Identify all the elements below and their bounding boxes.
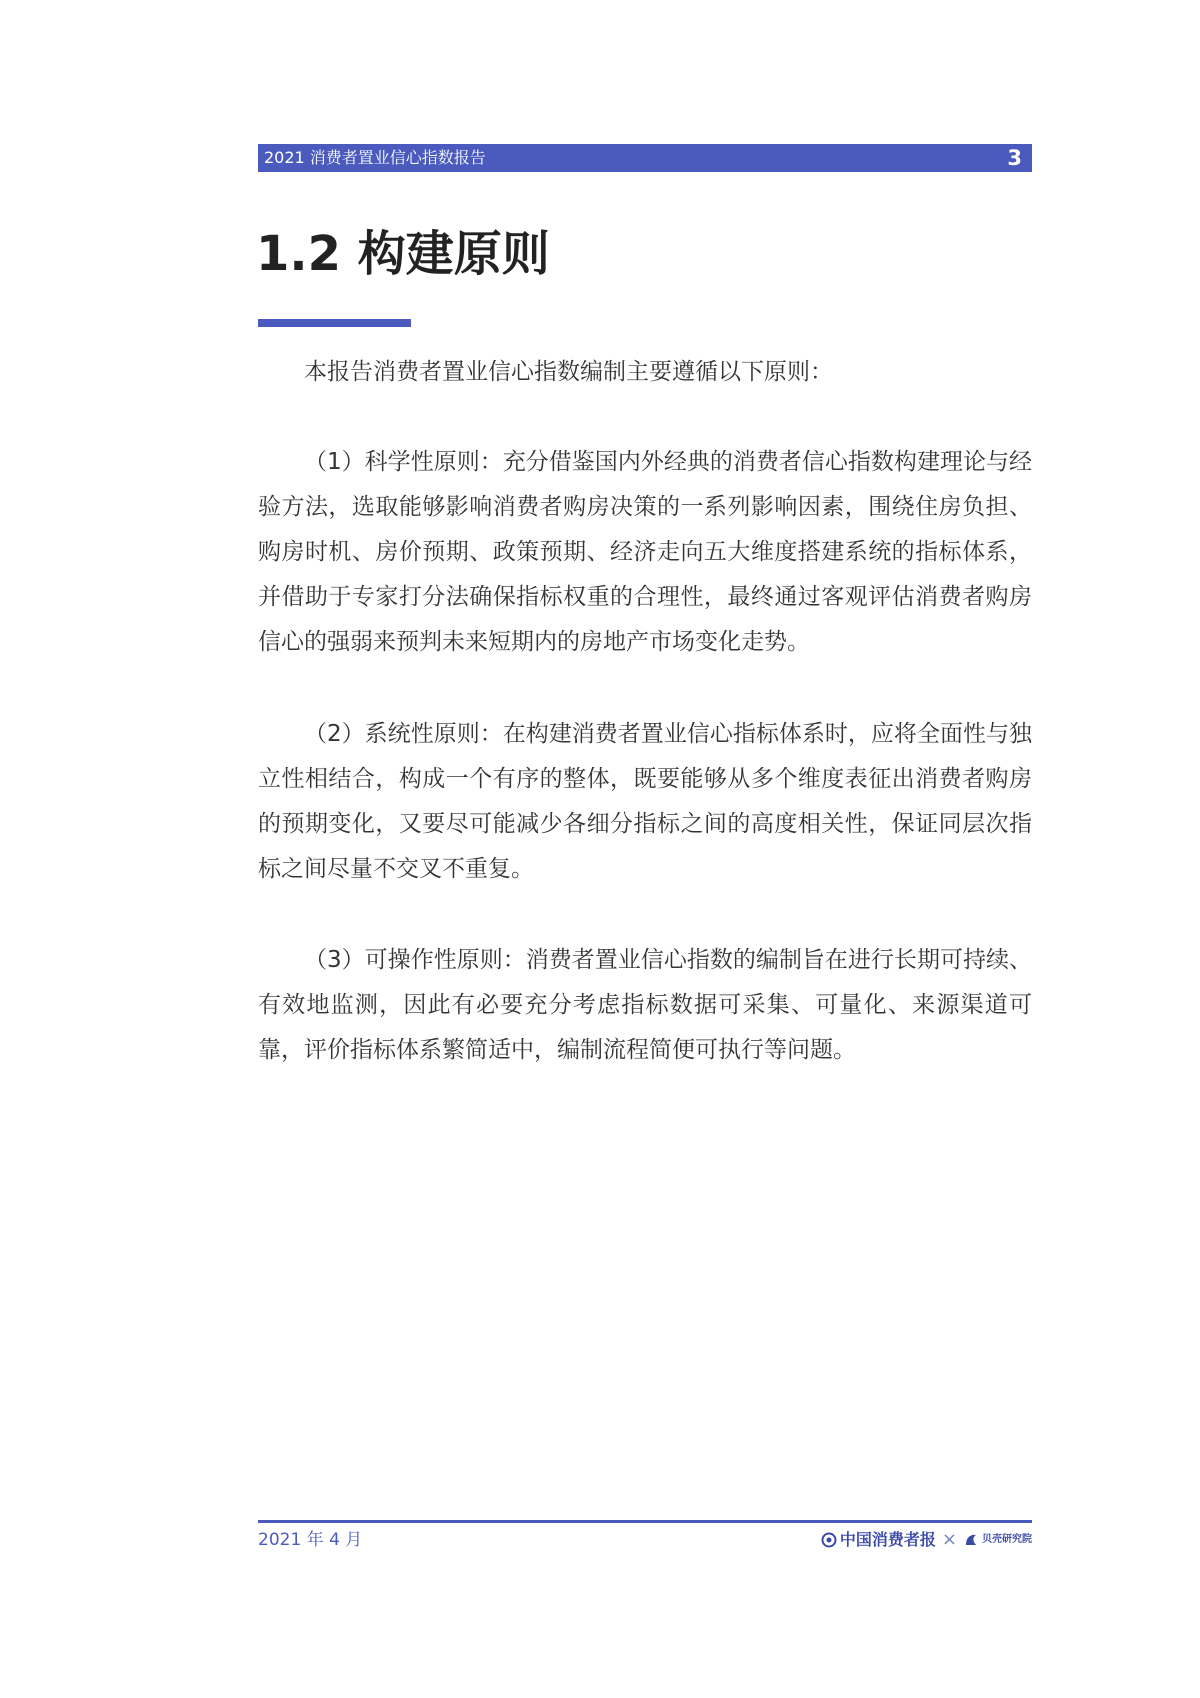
beike-emblem-icon <box>963 1532 979 1548</box>
consumer-news-emblem-icon <box>821 1532 837 1548</box>
footer-rule <box>258 1520 1032 1523</box>
intro-paragraph: 本报告消费者置业信心指数编制主要遵循以下原则： <box>304 359 833 385</box>
header-bar <box>258 144 1032 172</box>
report-title: 2021 消费者置业信心指数报告 <box>264 148 486 167</box>
footer-logos <box>821 1528 1032 1552</box>
principle-2-paragraph: （2）系统性原则：在构建消费者置业信心指标体系时，应将全面性与独立性相结合，构成一个有序的整体，既要能够从多个维度表征出消费者购房的预期变化，又要尽可能减少各细分指标之间的高度相关性，保证同层次指标之间尽量不交叉不重复。 <box>258 721 1032 882</box>
logo-1-text: 中国消费者报 <box>839 1530 936 1549</box>
principle-1-paragraph: （1）科学性原则：充分借鉴国内外经典的消费者信心指数构建理论与经验方法，选取能够影响消费者购房决策的一系列影响因素，围绕住房负担、购房时机、房价预期、政策预期、经济走向五大维度搭建系统的指标体系，并借助于专家打分法确保指标权重的合理性，最终通过客观评估消费者购房信心的强弱来预判未来短期内的房地产市场变化走势。 <box>258 449 1032 655</box>
footer-date: 2021 年 4 月 <box>258 1530 363 1550</box>
heading-underline <box>258 319 411 327</box>
china-consumer-news-logo <box>821 1528 936 1552</box>
logo-2-text: 贝壳研究院 <box>982 1534 1032 1545</box>
page-number: 3 <box>1007 146 1022 170</box>
section-heading: 1.2 构建原则 <box>256 226 550 282</box>
principle-3-paragraph: （3）可操作性原则：消费者置业信心指数的编制旨在进行长期可持续、有效地监测，因此有必要充分考虑指标数据可采集、可量化、来源渠道可靠，评价指标体系繁简适中，编制流程简便可执行等问题。 <box>258 947 1032 1063</box>
beike-research-logo <box>963 1528 1032 1552</box>
logo-separator: × <box>941 1529 957 1550</box>
